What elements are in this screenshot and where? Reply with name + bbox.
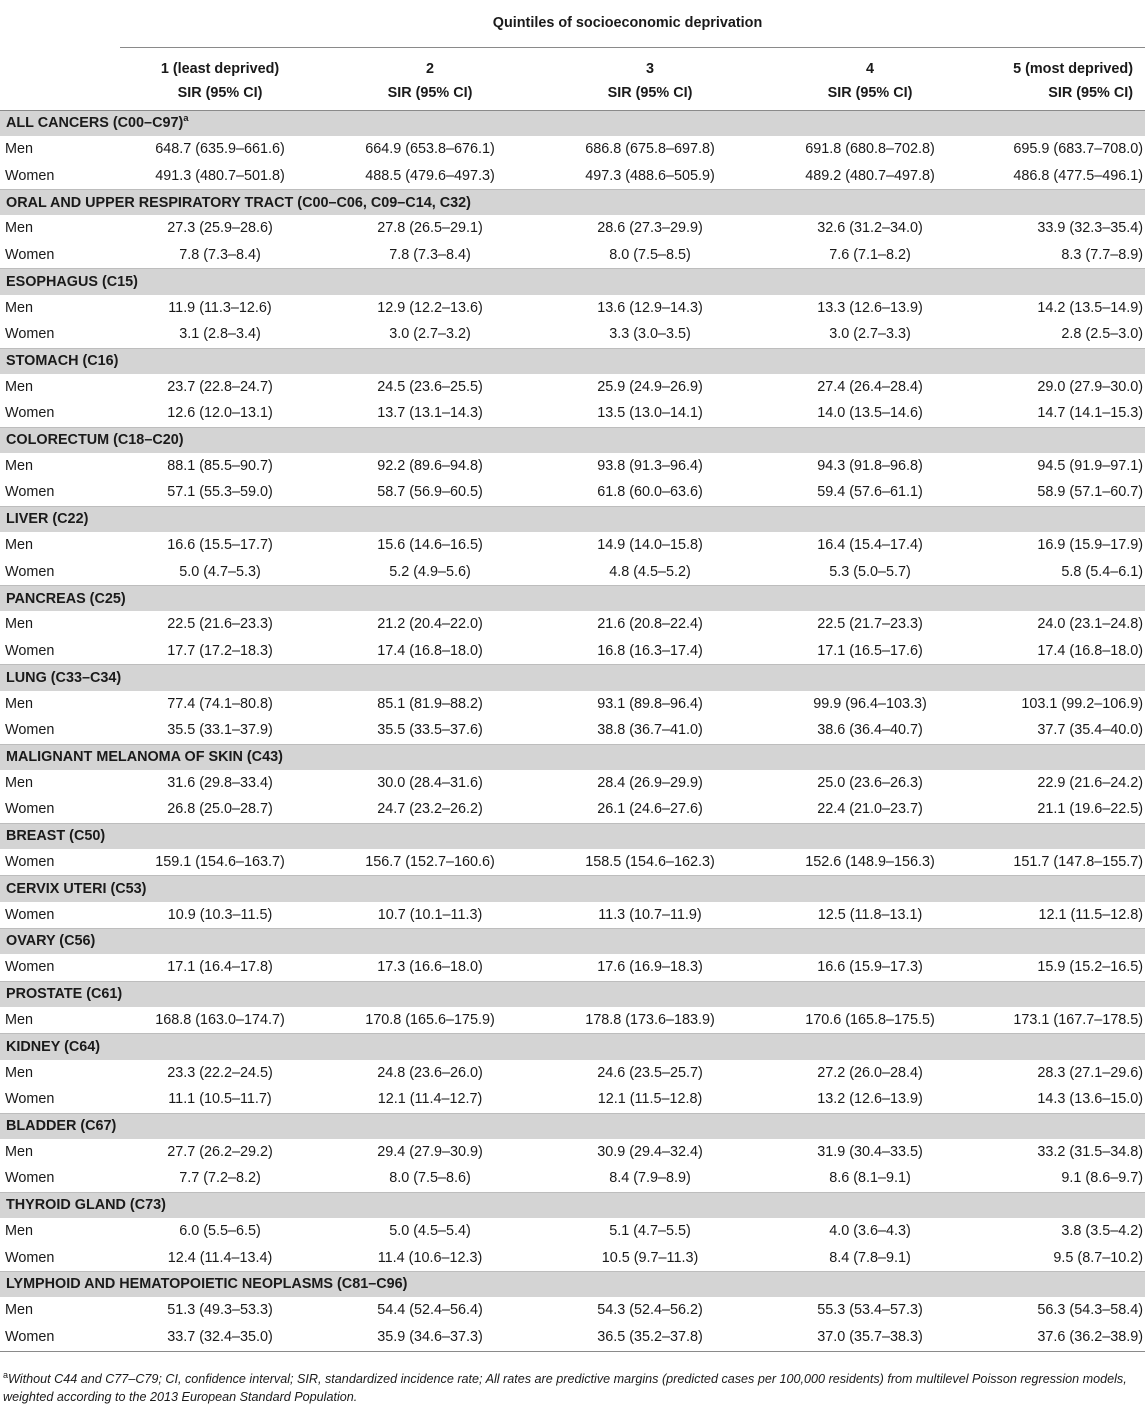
header-empty-cell <box>0 48 120 77</box>
sir-value-q4: 27.2 (26.0–28.4) <box>817 1064 923 1081</box>
row-label: Men <box>5 616 33 633</box>
sir-value-q4: 489.2 (480.7–497.8) <box>805 167 935 184</box>
section-title-cell <box>0 1113 1145 1139</box>
table-row <box>0 954 1145 981</box>
sir-value-q3: 12.1 (11.5–12.8) <box>597 1091 703 1108</box>
section-title: LUNG (C33–C34) <box>6 669 122 686</box>
sir-value-q3: 24.6 (23.5–25.7) <box>597 1064 703 1081</box>
row-label: Women <box>5 484 55 501</box>
sir-value-q4: 16.6 (15.9–17.3) <box>817 959 923 976</box>
sir-value-q2: 85.1 (81.9–88.2) <box>377 695 483 712</box>
sir-value-q4: 170.6 (165.8–175.5) <box>805 1011 935 1028</box>
sir-value-q4: 14.0 (13.5–14.6) <box>817 405 923 422</box>
sir-value-q4: 37.0 (35.7–38.3) <box>760 1324 980 1352</box>
header-group-row <box>0 0 1145 48</box>
sir-value-q4: 38.6 (36.4–40.7) <box>817 722 923 739</box>
row-label: Men <box>5 537 33 554</box>
sir-value-q4: 13.2 (12.6–13.9) <box>817 1091 923 1108</box>
sir-value-q2: 24.8 (23.6–26.0) <box>377 1064 483 1081</box>
sir-value-q4: 7.6 (7.1–8.2) <box>829 246 911 263</box>
sir-value-q1: 26.8 (25.0–28.7) <box>167 801 273 818</box>
sir-value-q3: 686.8 (675.8–697.8) <box>585 141 715 158</box>
section-header-row <box>0 981 1145 1007</box>
section-title-cell <box>0 269 1145 295</box>
sir-value-q5: 94.5 (91.9–97.1) <box>1037 457 1144 474</box>
section-title-cell <box>0 876 1145 902</box>
section-header-row <box>0 1272 1145 1298</box>
table-row <box>0 1245 1145 1272</box>
table-row <box>0 638 1145 665</box>
table-row <box>0 1297 1145 1324</box>
sir-value-q2: 3.0 (2.7–3.2) <box>389 326 471 343</box>
sir-value-q5: 15.9 (15.2–16.5) <box>1037 959 1144 976</box>
sir-value-q3: 10.5 (9.7–11.3) <box>601 1249 699 1266</box>
section-header-row <box>0 427 1145 453</box>
sir-value-q2: 58.7 (56.9–60.5) <box>377 484 483 501</box>
section-header-row <box>0 876 1145 902</box>
sir-value-q2: 5.2 (4.9–5.6) <box>389 563 471 580</box>
sir-value-q3: 13.5 (13.0–14.1) <box>597 405 703 422</box>
sir-value-q3: 158.5 (154.6–162.3) <box>585 853 715 870</box>
sir-value-q3: 28.6 (27.3–29.9) <box>597 220 703 237</box>
row-label: Women <box>5 642 55 659</box>
stat-header: SIR (95% CI) <box>540 76 760 111</box>
sir-value-q3: 26.1 (24.6–27.6) <box>597 801 703 818</box>
sir-value-q2: 8.0 (7.5–8.6) <box>389 1170 471 1187</box>
sir-value-q5: 29.0 (27.9–30.0) <box>1037 378 1144 395</box>
row-label: Women <box>5 405 55 422</box>
sir-value-q2: 156.7 (152.7–160.6) <box>365 853 495 870</box>
table-row <box>0 242 1145 269</box>
sir-value-q5: 14.3 (13.6–15.0) <box>1037 1091 1144 1108</box>
quintile-header-4: 4 <box>865 60 874 77</box>
sir-value-q4: 25.0 (23.6–26.3) <box>817 774 923 791</box>
sir-value-q3: 36.5 (35.2–37.8) <box>540 1324 760 1352</box>
row-label: Men <box>5 299 33 316</box>
sir-value-q5: 33.2 (31.5–34.8) <box>1037 1143 1144 1160</box>
table-row <box>0 453 1145 480</box>
sir-value-q1: 35.5 (33.1–37.9) <box>167 722 273 739</box>
section-header-row <box>0 1034 1145 1060</box>
row-label: Women <box>5 801 55 818</box>
row-label: Women <box>5 1170 55 1187</box>
row-label: Women <box>5 1249 55 1266</box>
section-title: BREAST (C50) <box>6 828 106 845</box>
row-label: Men <box>5 1064 33 1081</box>
footnote-marker: a <box>183 113 189 125</box>
section-title-cell <box>0 823 1145 849</box>
sir-value-q1: 12.6 (12.0–13.1) <box>167 405 273 422</box>
row-label: Women <box>5 326 55 343</box>
quintiles-title: Quintiles of socioeconomic deprivation <box>120 0 1145 48</box>
header-stat-row <box>0 76 1145 111</box>
table-row <box>0 400 1145 427</box>
footnote-marker: a <box>3 1369 9 1380</box>
table-row <box>0 1218 1145 1245</box>
sir-value-q3: 93.1 (89.8–96.4) <box>597 695 703 712</box>
section-title-cell <box>0 744 1145 770</box>
section-title: STOMACH (C16) <box>6 352 119 369</box>
row-label: Women <box>5 167 55 184</box>
sir-value-q2: 35.9 (34.6–37.3) <box>320 1324 540 1352</box>
sir-value-q3: 54.3 (52.4–56.2) <box>597 1302 703 1319</box>
sir-value-q1: 491.3 (480.7–501.8) <box>155 167 285 184</box>
sir-value-q4: 94.3 (91.8–96.8) <box>817 457 923 474</box>
sir-value-q2: 13.7 (13.1–14.3) <box>377 405 483 422</box>
sir-value-q5: 28.3 (27.1–29.6) <box>1037 1064 1144 1081</box>
sir-value-q1: 27.3 (25.9–28.6) <box>167 220 273 237</box>
sir-value-q4: 13.3 (12.6–13.9) <box>817 299 923 316</box>
sir-value-q4: 3.0 (2.7–3.3) <box>829 326 911 343</box>
sir-value-q5: 12.1 (11.5–12.8) <box>1038 906 1144 923</box>
sir-value-q3: 30.9 (29.4–32.4) <box>597 1143 703 1160</box>
stat-header: SIR (95% CI) <box>760 76 980 111</box>
sir-value-q5: 173.1 (167.7–178.5) <box>1013 1011 1144 1028</box>
sir-value-q1: 31.6 (29.8–33.4) <box>167 774 273 791</box>
sir-value-q5: 695.9 (683.7–708.0) <box>1013 141 1144 158</box>
sir-value-q5: 16.9 (15.9–17.9) <box>1037 537 1144 554</box>
sir-value-q4: 5.3 (5.0–5.7) <box>829 563 911 580</box>
table-row <box>0 1007 1145 1034</box>
row-label: Women <box>5 959 55 976</box>
sir-value-q5: 8.3 (7.7–8.9) <box>1061 246 1144 263</box>
sir-value-q1: 6.0 (5.5–6.5) <box>179 1223 261 1240</box>
table-row <box>0 770 1145 797</box>
row-label: Women <box>5 1091 55 1108</box>
sir-value-q4: 31.9 (30.4–33.5) <box>817 1143 923 1160</box>
sir-value-q1: 16.6 (15.5–17.7) <box>167 537 273 554</box>
sir-value-q3: 4.8 (4.5–5.2) <box>609 563 691 580</box>
section-title: BLADDER (C67) <box>6 1118 117 1135</box>
row-label: Men <box>5 695 33 712</box>
section-header-row <box>0 665 1145 691</box>
row-label: Women <box>5 853 55 870</box>
sir-value-q2: 24.5 (23.6–25.5) <box>377 378 483 395</box>
table-row <box>0 163 1145 190</box>
row-label: Men <box>5 1302 33 1319</box>
sir-value-q1: 11.9 (11.3–12.6) <box>168 299 272 316</box>
sir-value-q5: 22.9 (21.6–24.2) <box>1037 774 1144 791</box>
sir-value-q2: 12.9 (12.2–13.6) <box>377 299 483 316</box>
sir-value-q4: 27.4 (26.4–28.4) <box>817 378 923 395</box>
sir-value-q3: 38.8 (36.7–41.0) <box>597 722 703 739</box>
stat-header: SIR (95% CI) <box>980 76 1145 111</box>
sir-value-q5: 14.7 (14.1–15.3) <box>1037 405 1144 422</box>
sir-value-q2: 12.1 (11.4–12.7) <box>377 1091 483 1108</box>
section-header-row <box>0 506 1145 532</box>
quintile-header-2: 2 <box>425 60 434 77</box>
sir-value-q2: 27.8 (26.5–29.1) <box>377 220 483 237</box>
sir-value-q1: 648.7 (635.9–661.6) <box>155 141 285 158</box>
table-row <box>0 559 1145 586</box>
sir-value-q1: 33.7 (32.4–35.0) <box>120 1324 320 1352</box>
sir-value-q3: 3.3 (3.0–3.5) <box>609 326 691 343</box>
table-row <box>0 374 1145 401</box>
sir-value-q5: 9.5 (8.7–10.2) <box>1053 1249 1144 1266</box>
sir-value-q2: 664.9 (653.8–676.1) <box>365 141 495 158</box>
section-title: ALL CANCERS (C00–C97) <box>6 115 184 132</box>
header-empty-cell <box>0 76 120 111</box>
sir-value-q4: 8.6 (8.1–9.1) <box>829 1170 911 1187</box>
sir-value-q5: 2.8 (2.5–3.0) <box>1061 326 1144 343</box>
sir-value-q2: 15.6 (14.6–16.5) <box>377 537 483 554</box>
sir-value-q2: 10.7 (10.1–11.3) <box>377 906 483 923</box>
sir-value-q2: 24.7 (23.2–26.2) <box>377 801 483 818</box>
sir-value-q5: 58.9 (57.1–60.7) <box>1037 484 1144 501</box>
sir-value-q1: 57.1 (55.3–59.0) <box>167 484 273 501</box>
section-title: PANCREAS (C25) <box>6 590 126 607</box>
sir-value-q5: 14.2 (13.5–14.9) <box>1037 299 1144 316</box>
section-title-cell <box>0 111 1145 137</box>
row-label: Men <box>5 1143 33 1160</box>
row-label: Women <box>5 722 55 739</box>
sir-value-q4: 22.4 (21.0–23.7) <box>817 801 923 818</box>
table-row <box>0 1086 1145 1113</box>
row-label: Men <box>5 457 33 474</box>
sir-value-q4: 152.6 (148.9–156.3) <box>805 853 935 870</box>
sir-value-q5: 37.6 (36.2–38.9) <box>980 1324 1145 1352</box>
sir-value-q2: 35.5 (33.5–37.6) <box>377 722 483 739</box>
quintile-header-1: 1 (least deprived) <box>160 60 280 77</box>
section-title-cell <box>0 1192 1145 1218</box>
section-header-row <box>0 823 1145 849</box>
sir-value-q1: 17.7 (17.2–18.3) <box>167 642 273 659</box>
table-row <box>0 295 1145 322</box>
sir-value-q2: 92.2 (89.6–94.8) <box>377 457 483 474</box>
row-label: Men <box>5 1223 33 1240</box>
section-header-row <box>0 348 1145 374</box>
quintile-header-5: 5 (most deprived) <box>1013 60 1134 77</box>
section-title: THYROID GLAND (C73) <box>6 1197 166 1214</box>
section-title: CERVIX UTERI (C53) <box>6 880 147 897</box>
sir-value-q4: 55.3 (53.4–57.3) <box>817 1302 923 1319</box>
section-title: LIVER (C22) <box>6 511 89 528</box>
sir-value-q3: 28.4 (26.9–29.9) <box>597 774 703 791</box>
sir-value-q2: 488.5 (479.6–497.3) <box>365 167 495 184</box>
section-title: KIDNEY (C64) <box>6 1038 101 1055</box>
section-title: LYMPHOID AND HEMATOPOIETIC NEOPLASMS (C81–C96) <box>6 1276 408 1293</box>
sir-value-q1: 88.1 (85.5–90.7) <box>167 457 273 474</box>
sir-value-q3: 14.9 (14.0–15.8) <box>597 537 703 554</box>
sir-value-q2: 17.4 (16.8–18.0) <box>377 642 483 659</box>
sir-value-q4: 59.4 (57.6–61.1) <box>817 484 923 501</box>
table-row <box>0 479 1145 506</box>
row-label: Men <box>5 774 33 791</box>
sir-value-q2: 5.0 (4.5–5.4) <box>389 1223 471 1240</box>
sir-value-q5: 24.0 (23.1–24.8) <box>1037 616 1144 633</box>
row-label: Women <box>5 563 55 580</box>
section-title-cell <box>0 190 1145 216</box>
section-title: MALIGNANT MELANOMA OF SKIN (C43) <box>6 748 283 765</box>
section-title-cell <box>0 665 1145 691</box>
sir-value-q2: 17.3 (16.6–18.0) <box>377 959 483 976</box>
table-row <box>0 902 1145 929</box>
section-title: ORAL AND UPPER RESPIRATORY TRACT (C00–C06, C09–C14, C32) <box>6 194 471 211</box>
sir-value-q5: 3.8 (3.5–4.2) <box>1061 1223 1144 1240</box>
section-header-row <box>0 1192 1145 1218</box>
sir-value-q1: 12.4 (11.4–13.4) <box>167 1249 273 1266</box>
header-empty-cell <box>0 0 120 48</box>
section-title-cell <box>0 348 1145 374</box>
table-row <box>0 136 1145 163</box>
section-title-cell <box>0 1034 1145 1060</box>
section-title: COLORECTUM (C18–C20) <box>6 432 184 449</box>
sir-value-q3: 8.4 (7.9–8.9) <box>609 1170 691 1187</box>
table-body <box>0 111 1145 1352</box>
sir-value-q5: 5.8 (5.4–6.1) <box>1061 563 1144 580</box>
sir-value-q3: 11.3 (10.7–11.9) <box>598 906 702 923</box>
section-header-row <box>0 929 1145 955</box>
section-title-cell <box>0 929 1145 955</box>
row-label: Men <box>5 1011 33 1028</box>
section-header-row <box>0 744 1145 770</box>
sir-value-q4: 4.0 (3.6–4.3) <box>829 1223 911 1240</box>
sir-value-q4: 12.5 (11.8–13.1) <box>817 906 923 923</box>
table-row <box>0 691 1145 718</box>
sir-value-q1: 7.8 (7.3–8.4) <box>179 246 261 263</box>
sir-value-q1: 22.5 (21.6–23.3) <box>167 616 273 633</box>
table-row <box>0 1060 1145 1087</box>
sir-value-q4: 691.8 (680.8–702.8) <box>805 141 935 158</box>
section-title-cell <box>0 1272 1145 1298</box>
section-title-cell <box>0 427 1145 453</box>
sir-value-q2: 11.4 (10.6–12.3) <box>377 1249 483 1266</box>
sir-value-q2: 21.2 (20.4–22.0) <box>377 616 483 633</box>
sir-value-q4: 16.4 (15.4–17.4) <box>817 537 923 554</box>
table-row <box>0 215 1145 242</box>
sir-value-q4: 22.5 (21.7–23.3) <box>817 616 923 633</box>
row-label: Men <box>5 141 33 158</box>
table-row <box>0 849 1145 876</box>
sir-value-q4: 32.6 (31.2–34.0) <box>817 220 923 237</box>
sir-value-q1: 11.1 (10.5–11.7) <box>168 1091 272 1108</box>
sir-value-q3: 21.6 (20.8–22.4) <box>597 616 703 633</box>
sir-value-q1: 23.3 (22.2–24.5) <box>167 1064 273 1081</box>
sir-value-q5: 17.4 (16.8–18.0) <box>1037 642 1144 659</box>
table-row <box>0 532 1145 559</box>
section-header-row <box>0 586 1145 612</box>
sir-value-q5: 37.7 (35.4–40.0) <box>1037 722 1144 739</box>
sir-value-q3: 61.8 (60.0–63.6) <box>597 484 703 501</box>
section-title-cell <box>0 586 1145 612</box>
row-label: Women <box>0 1324 120 1352</box>
sir-value-q2: 54.4 (52.4–56.4) <box>377 1302 483 1319</box>
header-quintile-row <box>0 48 1145 77</box>
sir-value-q5: 103.1 (99.2–106.9) <box>1021 695 1144 712</box>
table-row <box>0 1324 1145 1352</box>
sir-value-q5: 21.1 (19.6–22.5) <box>1037 801 1144 818</box>
section-header-row <box>0 1113 1145 1139</box>
sir-value-q1: 3.1 (2.8–3.4) <box>179 326 261 343</box>
quintile-header-3: 3 <box>645 60 654 77</box>
sir-value-q3: 17.6 (16.9–18.3) <box>597 959 703 976</box>
section-title-cell <box>0 981 1145 1007</box>
sir-value-q1: 77.4 (74.1–80.8) <box>167 695 273 712</box>
sir-value-q4: 99.9 (96.4–103.3) <box>813 695 927 712</box>
sir-value-q3: 178.8 (173.6–183.9) <box>585 1011 715 1028</box>
sir-value-q1: 17.1 (16.4–17.8) <box>167 959 273 976</box>
sir-value-q1: 5.0 (4.7–5.3) <box>179 563 261 580</box>
sir-value-q1: 159.1 (154.6–163.7) <box>155 853 285 870</box>
sir-value-q5: 151.7 (147.8–155.7) <box>1013 853 1144 870</box>
sir-value-q2: 30.0 (28.4–31.6) <box>377 774 483 791</box>
section-title-cell <box>0 506 1145 532</box>
sir-value-q4: 17.1 (16.5–17.6) <box>817 642 923 659</box>
row-label: Men <box>5 378 33 395</box>
section-title: OVARY (C56) <box>6 933 96 950</box>
table-row <box>0 321 1145 348</box>
sir-value-q4: 8.4 (7.8–9.1) <box>829 1249 911 1266</box>
sir-value-q3: 93.8 (91.3–96.4) <box>597 457 703 474</box>
sir-value-q1: 10.9 (10.3–11.5) <box>167 906 273 923</box>
sir-value-q5: 33.9 (32.3–35.4) <box>1037 220 1144 237</box>
table-row <box>0 611 1145 638</box>
row-label: Women <box>5 246 55 263</box>
section-title: ESOPHAGUS (C15) <box>6 273 138 290</box>
sir-value-q3: 25.9 (24.9–26.9) <box>597 378 703 395</box>
sir-value-q5: 56.3 (54.3–58.4) <box>1037 1302 1144 1319</box>
section-header-row <box>0 269 1145 295</box>
sir-value-q2: 170.8 (165.6–175.9) <box>365 1011 495 1028</box>
stat-header: SIR (95% CI) <box>320 76 540 111</box>
sir-value-q1: 23.7 (22.8–24.7) <box>167 378 273 395</box>
table-row <box>0 1165 1145 1192</box>
stat-header: SIR (95% CI) <box>120 76 320 111</box>
sir-value-q2: 29.4 (27.9–30.9) <box>377 1143 483 1160</box>
sir-value-q1: 27.7 (26.2–29.2) <box>167 1143 273 1160</box>
table-row <box>0 796 1145 823</box>
sir-value-q1: 168.8 (163.0–174.7) <box>155 1011 285 1028</box>
sir-value-q2: 7.8 (7.3–8.4) <box>389 246 471 263</box>
table-header <box>0 0 1145 111</box>
sir-value-q3: 16.8 (16.3–17.4) <box>597 642 703 659</box>
table-row <box>0 1139 1145 1166</box>
table-row <box>0 717 1145 744</box>
sir-value-q3: 8.0 (7.5–8.5) <box>609 246 691 263</box>
table-footnote <box>3 1371 1138 1406</box>
sir-value-q5: 9.1 (8.6–9.7) <box>1061 1170 1144 1187</box>
sir-value-q5: 486.8 (477.5–496.1) <box>1013 167 1144 184</box>
section-header-row <box>0 190 1145 216</box>
section-title: PROSTATE (C61) <box>6 986 123 1003</box>
sir-value-q3: 497.3 (488.6–505.9) <box>585 167 715 184</box>
sir-value-q3: 13.6 (12.9–14.3) <box>597 299 703 316</box>
sir-value-q1: 7.7 (7.2–8.2) <box>179 1170 261 1187</box>
footnote-text: Without C44 and C77–C79; CI, confidence interval; SIR, standardized incidence rate; All rates are predictive margins (predicted cases per 100,000 residents) from multilevel Poisson regression models, weighted according to the 2013 European Standard Population. <box>3 1372 1127 1404</box>
section-header-row <box>0 111 1145 137</box>
row-label: Men <box>5 220 33 237</box>
sir-value-q3: 5.1 (4.7–5.5) <box>609 1223 691 1240</box>
sir-value-q1: 51.3 (49.3–53.3) <box>167 1302 273 1319</box>
row-label: Women <box>5 906 55 923</box>
